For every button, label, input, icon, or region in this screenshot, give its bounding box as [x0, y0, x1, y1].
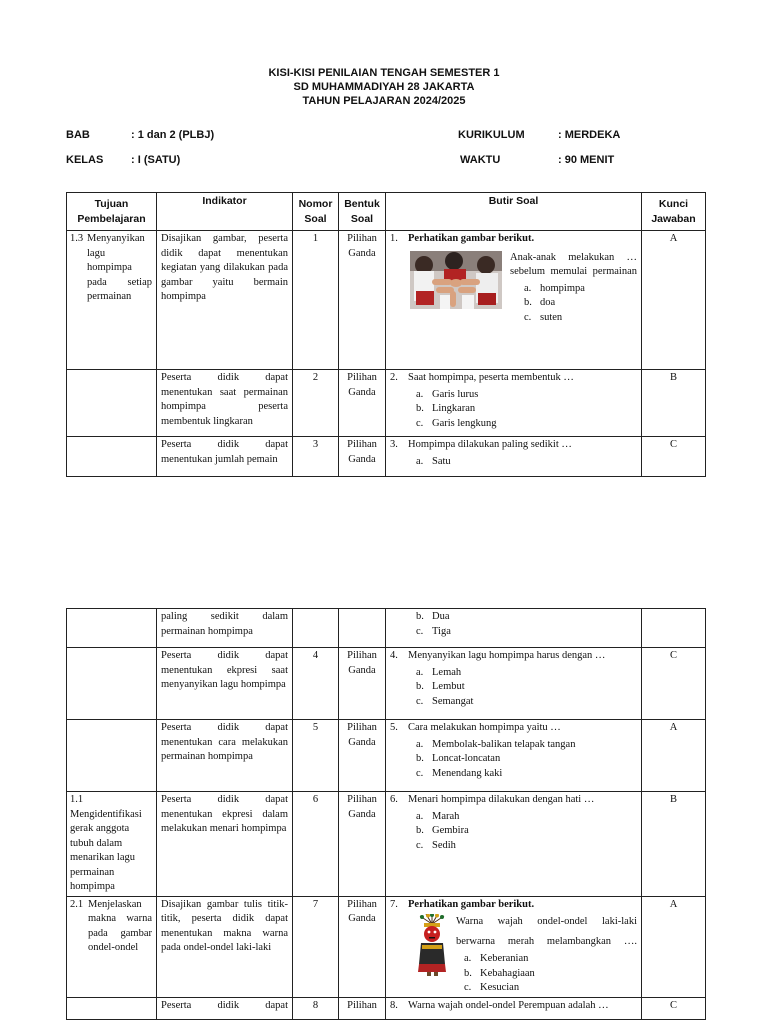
- col-header-bentuk: Bentuk Soal: [339, 193, 386, 231]
- question-number: 1.: [390, 233, 398, 244]
- option-item: b. Lingkaran: [416, 403, 476, 414]
- butir-cell: [386, 370, 642, 437]
- question-text: Perhatikan gambar berikut.: [408, 233, 535, 244]
- indikator-cell: Peserta didik dapat menentukan saat permainan hompimpa peserta membentuk lingkaran: [157, 370, 293, 437]
- tujuan-text: Menyanyikan lagu hompimpa pada setiap permainan: [87, 233, 152, 302]
- butir-cell: [386, 997, 642, 1019]
- question-number: 6.: [390, 794, 398, 805]
- butir-cell: [386, 609, 642, 648]
- nomor-cell: [293, 609, 339, 648]
- question-text: Hompimpa dilakukan paling sedikit …: [408, 439, 572, 450]
- option-item: a. hompimpa: [524, 282, 585, 294]
- title-line-2: SD MUHAMMADIYAH 28 JAKARTA: [293, 81, 475, 93]
- options-list: [416, 666, 637, 710]
- butir-cell: [386, 720, 642, 792]
- tujuan-cell: [67, 792, 157, 897]
- butir-cell: [386, 792, 642, 897]
- option-item: c. Sedih: [416, 839, 456, 851]
- kurikulum-value: : MERDEKA: [558, 129, 621, 141]
- bentuk-cell: Pilihan Ganda: [339, 896, 386, 997]
- question-number: 8.: [390, 999, 398, 1011]
- indikator-cell: Peserta didik dapat menentukan ekpresi dalam melakukan menari hompimpa: [157, 792, 293, 897]
- option-item: b. Kebahagiaan: [464, 967, 535, 979]
- kunci-cell: [642, 609, 706, 648]
- indikator-cell: Peserta didik dapat menentukan cara melakukan permainan hompimpa: [157, 720, 293, 792]
- tujuan-text: Mengidentifikasi gerak anggota tubuh dalam menarikan lagu permainan hompimpa: [70, 808, 142, 892]
- table-row: [67, 609, 706, 648]
- tujuan-number: 1.1: [70, 794, 84, 805]
- bentuk-cell: Pilihan Ganda: [339, 648, 386, 720]
- option-item: b. doa: [524, 297, 556, 308]
- option-item: b. Loncat-loncatan: [416, 753, 501, 764]
- question-number: 3.: [390, 439, 398, 450]
- nomor-cell: 4: [293, 648, 339, 720]
- table-row: [67, 997, 706, 1019]
- kurikulum-label: KURIKULUM: [458, 129, 525, 141]
- col-header-indikator: Indikator: [157, 193, 293, 231]
- bentuk-cell: Pilihan Ganda: [339, 437, 386, 477]
- table-row: [67, 720, 706, 792]
- options-list: [464, 952, 637, 996]
- question-text: Menyanyikan lagu hompimpa harus dengan …: [408, 650, 606, 661]
- kisi-kisi-table-page-1: [66, 192, 706, 477]
- option-item: c. Menendang kaki: [416, 767, 503, 779]
- tujuan-cell: [67, 437, 157, 477]
- kunci-cell: A: [642, 231, 706, 370]
- tujuan-cell: [67, 896, 157, 997]
- ondel-ondel-figure: [416, 914, 448, 982]
- option-item: a. Marah: [416, 810, 460, 822]
- bentuk-cell: [339, 609, 386, 648]
- tujuan-text: Menjelaskan makna warna pada gambar ondel-ondel: [88, 898, 152, 953]
- bentuk-cell: Pilihan Ganda: [339, 231, 386, 370]
- tujuan-cell: [67, 609, 157, 648]
- table-header-row: [67, 193, 706, 231]
- kunci-cell: C: [642, 437, 706, 477]
- table-row: [67, 231, 706, 370]
- kelas-value: : I (SATU): [131, 154, 181, 166]
- question-stem: Warna wajah ondel-ondel laki-laki berwarna merah melambangkan ….: [456, 916, 637, 947]
- question-text: Perhatikan gambar berikut.: [408, 898, 535, 910]
- butir-cell: [386, 648, 642, 720]
- kunci-cell: A: [642, 720, 706, 792]
- indikator-cell: Peserta didik dapat: [157, 997, 293, 1019]
- option-item: b. Dua: [416, 611, 450, 622]
- question-number: 5.: [390, 722, 398, 733]
- options-list: [416, 610, 637, 639]
- question-stem: Anak-anak melakukan … sebelum memulai permainan: [510, 251, 637, 277]
- question-text: Cara melakukan hompimpa yaitu …: [408, 722, 561, 733]
- nomor-cell: 6: [293, 792, 339, 897]
- bab-value: : 1 dan 2 (PLBJ): [131, 129, 215, 141]
- kisi-kisi-table-page-2: [66, 608, 706, 1020]
- kelas-label: KELAS: [66, 154, 104, 166]
- indikator-cell: Disajikan gambar, peserta didik dapat menentukan kegiatan yang dilakukan pada gambar yaitu bermain hompimpa: [157, 231, 293, 370]
- nomor-cell: 8: [293, 997, 339, 1019]
- nomor-cell: 3: [293, 437, 339, 477]
- kunci-cell: B: [642, 370, 706, 437]
- col-header-nomor: Nomor Soal: [293, 193, 339, 231]
- option-item: b. Lembut: [416, 681, 465, 692]
- indikator-cell: Disajikan gambar tulis titik-titik, peserta didik dapat menentukan makna warna pada ondel-ondel laki-laki: [157, 896, 293, 997]
- tujuan-cell: [67, 720, 157, 792]
- option-item: a. Membolak-balikan telapak tangan: [416, 738, 576, 750]
- options-list: [416, 388, 637, 432]
- tujuan-cell: [67, 370, 157, 437]
- indikator-cell: Peserta didik dapat menentukan ekpresi saat menyanyikan lagu hompimpa: [157, 648, 293, 720]
- waktu-value: : 90 MENIT: [558, 154, 615, 166]
- table-row: [67, 792, 706, 897]
- option-item: c. Garis lengkung: [416, 417, 497, 429]
- bentuk-cell: Pilihan Ganda: [339, 792, 386, 897]
- bentuk-cell: Pilihan Ganda: [339, 370, 386, 437]
- title-line-3: TAHUN PELAJARAN 2024/2025: [302, 95, 466, 107]
- kunci-cell: C: [642, 997, 706, 1019]
- bentuk-cell: Pilihan: [339, 997, 386, 1019]
- option-item: c. Tiga: [416, 625, 451, 637]
- option-item: c. Semangat: [416, 695, 474, 707]
- hompimpa-photo: [410, 251, 502, 315]
- option-item: a. Satu: [416, 455, 451, 467]
- option-item: c. suten: [524, 311, 563, 323]
- butir-cell: [386, 231, 642, 370]
- option-item: c. Kesucian: [464, 982, 520, 993]
- col-header-tujuan: Tujuan Pembelajaran: [67, 193, 157, 231]
- table-row: [67, 370, 706, 437]
- question-text: Saat hompimpa, peserta membentuk …: [408, 372, 574, 383]
- kunci-cell: A: [642, 896, 706, 997]
- title-line-1: KISI-KISI PENILAIAN TENGAH SEMESTER 1: [268, 67, 500, 79]
- nomor-cell: 1: [293, 231, 339, 370]
- butir-cell: [386, 896, 642, 997]
- question-number: 7.: [390, 898, 398, 910]
- options-list: [524, 282, 637, 326]
- indikator-cell: paling sedikit dalam permainan hompimpa: [157, 609, 293, 648]
- table-row: [67, 648, 706, 720]
- tujuan-number: 1.3: [70, 233, 84, 244]
- indikator-cell: Peserta didik dapat menentukan jumlah pemain: [157, 437, 293, 477]
- question-text: Warna wajah ondel-ondel Perempuan adalah …: [408, 999, 609, 1011]
- question-number: 4.: [390, 650, 398, 661]
- option-item: a. Lemah: [416, 666, 462, 678]
- waktu-label: WAKTU: [460, 154, 501, 166]
- options-list: [416, 810, 637, 854]
- nomor-cell: 7: [293, 896, 339, 997]
- nomor-cell: 5: [293, 720, 339, 792]
- kunci-cell: B: [642, 792, 706, 897]
- table-row: [67, 437, 706, 477]
- col-header-butir: Butir Soal: [386, 193, 642, 231]
- bab-label: BAB: [66, 129, 90, 141]
- nomor-cell: 2: [293, 370, 339, 437]
- tujuan-cell: [67, 997, 157, 1019]
- option-item: a. Keberanian: [464, 953, 529, 964]
- options-list: [416, 738, 637, 782]
- tujuan-cell: [67, 648, 157, 720]
- butir-cell: [386, 437, 642, 477]
- kunci-cell: C: [642, 648, 706, 720]
- table-row: [67, 896, 706, 997]
- col-header-kunci: Kunci Jawaban: [642, 193, 706, 231]
- tujuan-cell: [67, 231, 157, 370]
- option-item: a. Garis lurus: [416, 388, 479, 400]
- options-list: [416, 455, 637, 470]
- question-number: 2.: [390, 372, 398, 383]
- tujuan-number: 2.1: [70, 898, 84, 910]
- question-text: Menari hompimpa dilakukan dengan hati …: [408, 794, 595, 805]
- document-title: [0, 66, 768, 108]
- bentuk-cell: Pilihan Ganda: [339, 720, 386, 792]
- option-item: b. Gembira: [416, 825, 469, 836]
